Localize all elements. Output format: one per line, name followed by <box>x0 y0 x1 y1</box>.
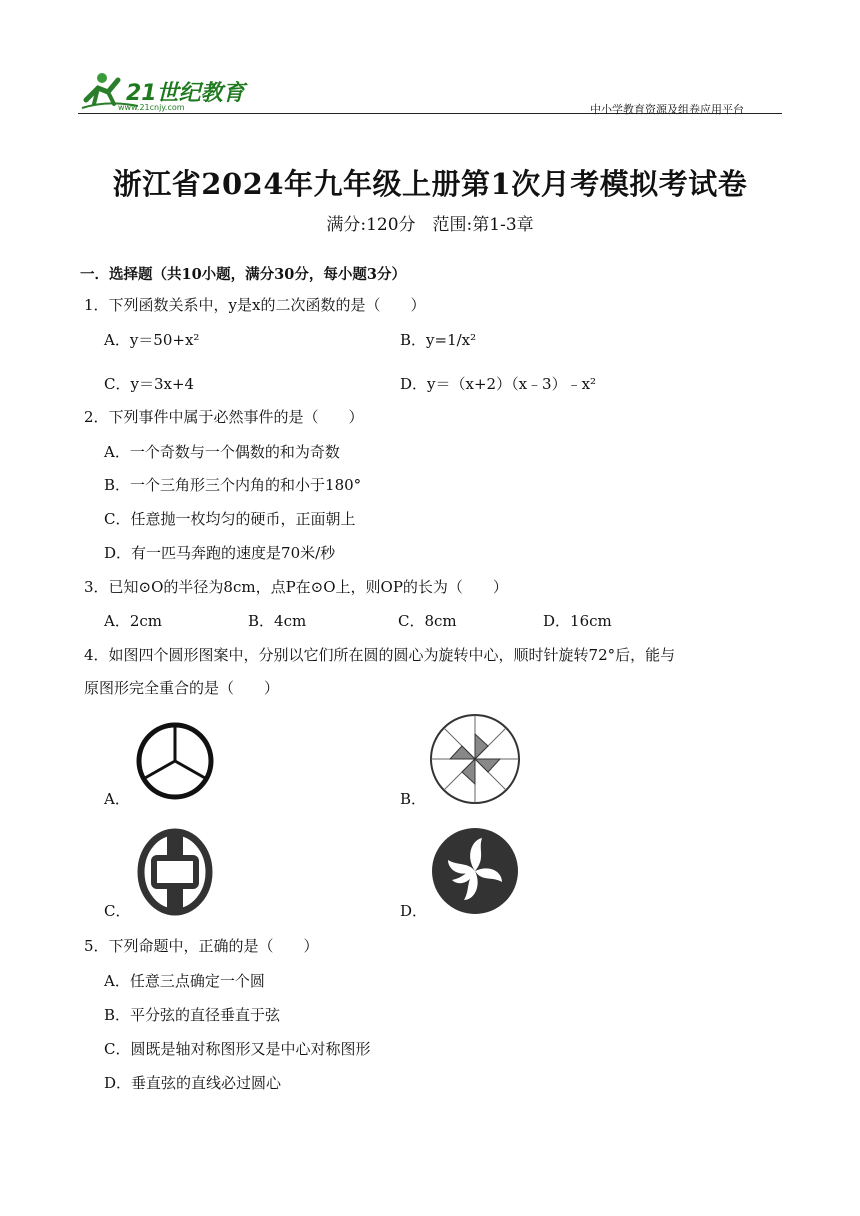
q4-option-b: B． <box>400 790 427 808</box>
mercedes-star-icon <box>134 720 216 802</box>
brand-url: www.21cnjy.com <box>118 103 185 112</box>
question-3-stem: 3．已知⊙O的半径为8cm，点P在⊙O上，则OP的长为（ ） <box>84 578 508 596</box>
q5-option-b: B．平分弦的直径垂直于弦 <box>104 1006 281 1024</box>
q2-option-a: A．一个奇数与一个偶数的和为奇数 <box>104 443 340 461</box>
q1-option-d: D．y＝（x+2）（x﹣3）﹣x² <box>400 375 597 393</box>
q4-option-d: D． <box>400 902 428 920</box>
section-heading: 一．选择题（共10小题，满分30分，每小题3分） <box>80 266 406 283</box>
q1-option-c: C．y＝3x+4 <box>104 375 195 393</box>
question-1-stem: 1．下列函数关系中，y是x的二次函数的是（ ） <box>84 296 426 314</box>
page-subtitle: 满分:120分 范围:第1-3章 <box>326 215 534 235</box>
q1-option-a: A．y＝50+x² <box>104 331 200 349</box>
platform-label: 中小学教育资源及组卷应用平台 <box>590 103 744 116</box>
q3-option-b: B．4cm <box>248 612 307 630</box>
q5-option-a: A．任意三点确定一个圆 <box>104 972 265 990</box>
q2-option-c: C．任意抛一枚均匀的硬币，正面朝上 <box>104 510 356 528</box>
q2-option-b: B．一个三角形三个内角的和小于180° <box>104 476 362 494</box>
header-divider <box>78 113 782 114</box>
q4-option-c: C． <box>104 902 131 920</box>
q5-option-c: C．圆既是轴对称图形又是中心对称图形 <box>104 1040 371 1058</box>
page-title: 浙江省2024年九年级上册第1次月考模拟考试卷 <box>112 167 748 201</box>
question-5-stem: 5．下列命题中，正确的是（ ） <box>84 937 319 955</box>
bauhinia-flower-icon <box>430 826 520 916</box>
coin-icon <box>136 828 214 916</box>
q1-option-b: B．y=1/x² <box>400 331 477 349</box>
brand-logo-text: 21世纪教育 <box>126 81 245 106</box>
pinwheel-icon <box>428 712 522 806</box>
q3-option-a: A．2cm <box>104 612 163 630</box>
q5-option-d: D．垂直弦的直线必过圆心 <box>104 1074 282 1092</box>
q3-option-d: D．16cm <box>543 612 612 630</box>
question-4-stem-line1: 4．如图四个圆形图案中，分别以它们所在圆的圆心为旋转中心，顺时针旋转72°后，能与 <box>84 646 676 664</box>
q4-option-a: A． <box>104 790 130 808</box>
q3-option-c: C．8cm <box>398 612 457 630</box>
question-4-stem-line2: 原图形完全重合的是（ ） <box>84 679 280 697</box>
q2-option-d: D．有一匹马奔跑的速度是70米/秒 <box>104 544 336 562</box>
question-2-stem: 2．下列事件中属于必然事件的是（ ） <box>84 408 364 426</box>
